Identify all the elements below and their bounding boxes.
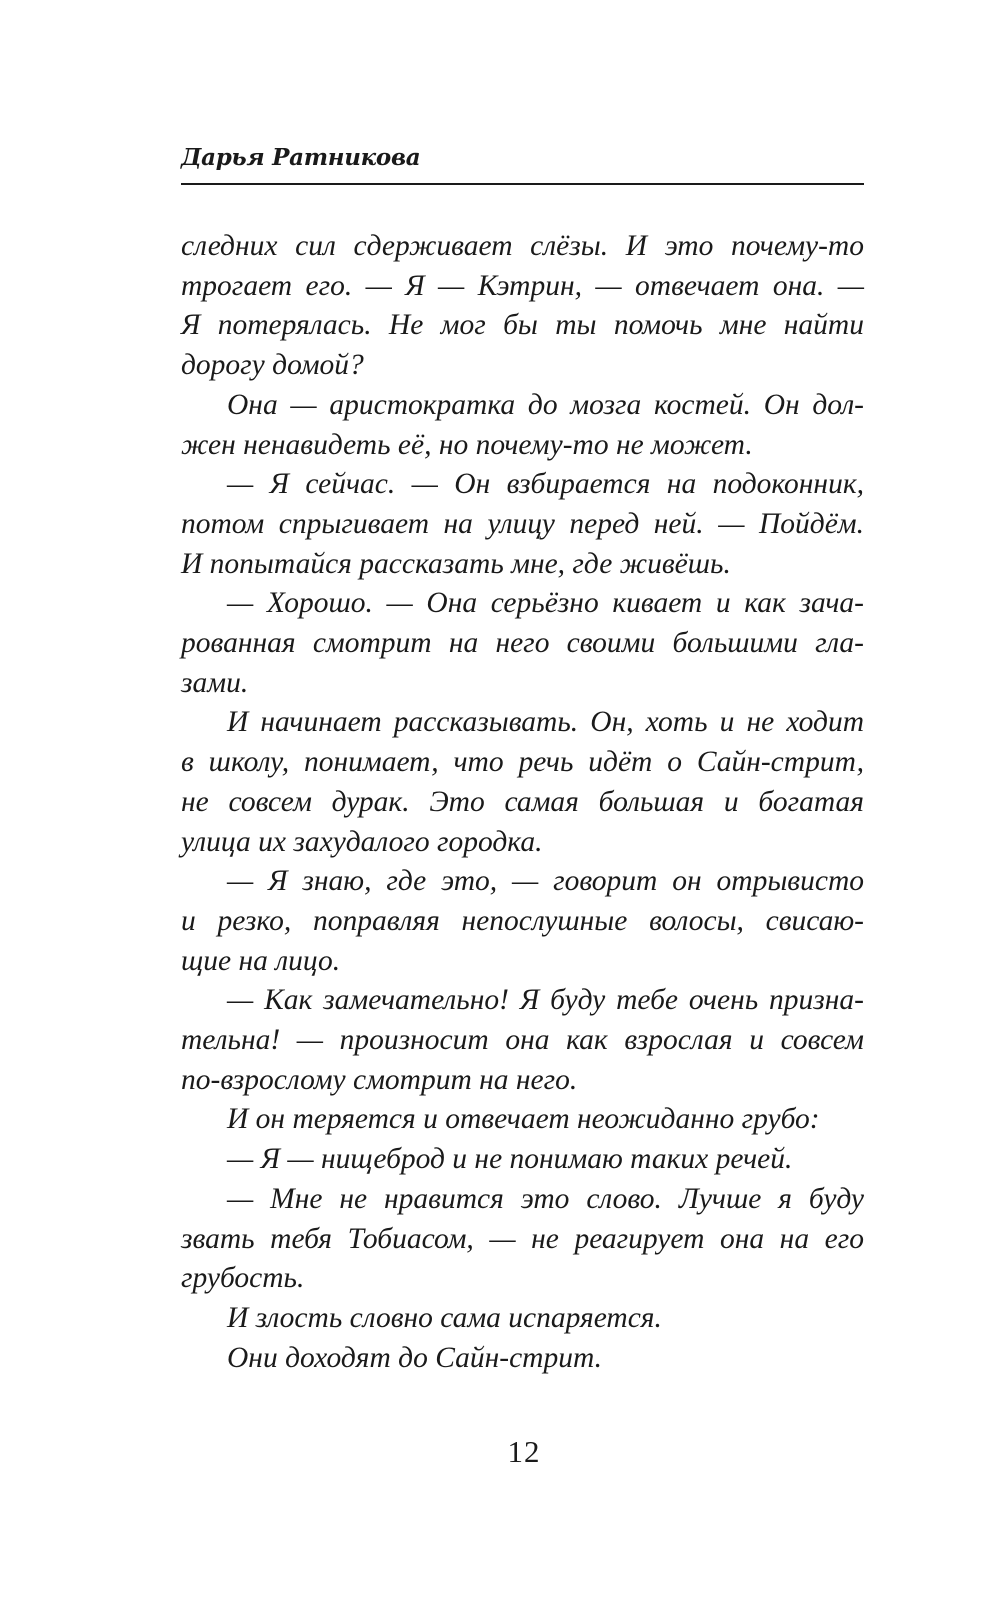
paragraph [181,1180,864,1299]
text-line: жен ненавидеть её, но почему-то не может. [181,428,753,461]
text-line: И начинает рассказывать. Он, хоть и не ходит [227,706,864,739]
paragraph [181,584,864,703]
text-line: зами. [181,666,249,699]
text-line: звать тебя Тобиасом, — не реагирует она на его [181,1222,864,1255]
body-text [181,227,864,1378]
text-line: тельна! — произносит она как взрослая и совсем [181,1024,864,1057]
text-line: не совсем дурак. Это самая большая и богатая [181,785,864,818]
text-line: по-взрослому смотрит на него. [181,1063,578,1096]
text-line: рованная смотрит на него своими большими гла- [181,627,864,660]
text-line: дорогу домой? [181,349,364,382]
text-line: И попытайся рассказать мне, где живёшь. [181,547,731,580]
text-line: — Я — нищеброд и не понимаю таких речей. [227,1143,793,1176]
paragraph [181,386,864,465]
paragraph [181,862,864,981]
paragraph [181,1299,864,1339]
text-line: — Хорошо. — Она серьёзно кивает и как зача- [227,587,864,620]
text-line: И он теряется и отвечает неожиданно грубо: [227,1103,820,1136]
text-line: грубость. [181,1262,305,1295]
text-line: И злость словно сама испаряется. [227,1301,662,1334]
text-line: — Как замечательно! Я буду тебе очень призна- [227,984,864,1017]
paragraph [181,1140,864,1180]
paragraph [181,1100,864,1140]
text-line: потом спрыгивает на улицу перед ней. — Пойдём. [181,507,864,540]
text-line: Я потерялась. Не мог бы ты помочь мне найти [181,309,864,342]
paragraph-continued [181,227,864,386]
paragraph [181,465,864,584]
text-line: и резко, поправляя непослушные волосы, свисаю- [181,904,864,937]
paragraph [181,1339,864,1379]
text-line: — Я сейчас. — Он взбирается на подоконник, [227,468,864,501]
text-line: в школу, понимает, что речь идёт о Сайн-стрит, [181,746,864,779]
text-line: трогает его. — Я — Кэтрин, — отвечает она. — [181,269,864,302]
text-line: Она — аристократка до мозга костей. Он дол- [227,388,864,421]
running-header: Дарья Ратникова [181,144,421,171]
text-line: щие на лицо. [181,944,341,977]
text-line: следних сил сдерживает слёзы. И это почему-то [181,230,864,262]
page-number: 12 [507,1434,541,1469]
paragraph [181,703,864,862]
text-line: улица их захудалого городка. [181,825,543,858]
paragraph [181,981,864,1100]
header-rule [181,183,864,185]
text-line: — Я знаю, где это, — говорит он отрывисто [227,865,864,898]
text-line: — Мне не нравится это слово. Лучше я буду [227,1182,864,1215]
text-line: Они доходят до Сайн-стрит. [227,1341,603,1374]
